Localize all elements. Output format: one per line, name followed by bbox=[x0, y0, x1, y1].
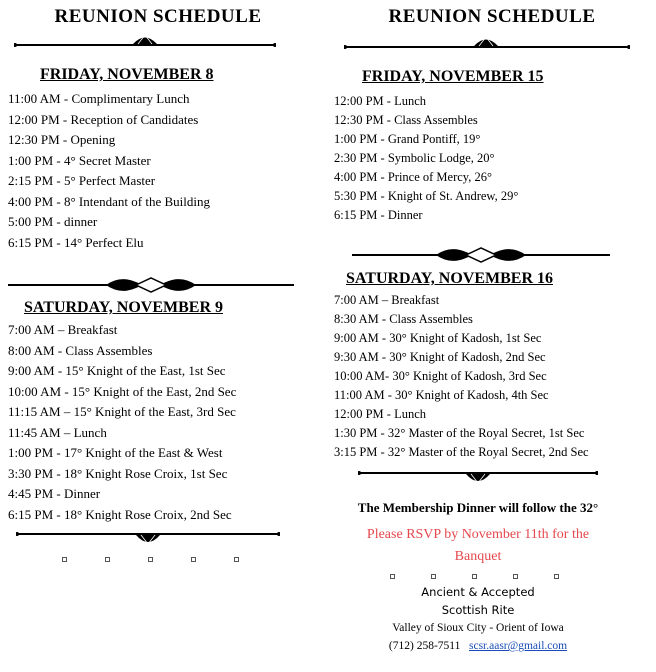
dot bbox=[390, 574, 395, 579]
fan-divider bbox=[358, 468, 656, 490]
right-column bbox=[328, 0, 656, 655]
schedule-item: 7:00 AM – Breakfast bbox=[8, 322, 118, 337]
schedule-item: 12:00 PM - Lunch bbox=[334, 94, 427, 108]
schedule-item: 4:00 PM - Prince of Mercy, 26° bbox=[334, 170, 492, 184]
schedule-item: 11:15 AM – 15° Knight of the East, 3rd Sec bbox=[8, 404, 236, 419]
schedule-item: 8:30 AM - Class Assembles bbox=[334, 312, 473, 326]
schedule-item: 11:00 AM - Complimentary Lunch bbox=[8, 91, 190, 106]
schedule-item: 12:00 PM - Lunch bbox=[334, 407, 427, 421]
dot bbox=[472, 574, 477, 579]
schedule-item: 3:30 PM - 18° Knight Rose Croix, 1st Sec bbox=[8, 465, 228, 481]
schedule-item: 8:00 AM - Class Assembles bbox=[8, 342, 153, 358]
day-heading: FRIDAY, NOVEMBER 8 bbox=[40, 66, 214, 83]
footer bbox=[328, 500, 628, 655]
dot bbox=[513, 574, 518, 579]
fan-divider bbox=[14, 32, 316, 54]
schedule-item: 5:30 PM - Knight of St. Andrew, 29° bbox=[334, 189, 519, 203]
schedule-item: 4:00 PM - 8° Intendant of the Building bbox=[8, 193, 210, 209]
schedule-list bbox=[334, 92, 656, 225]
rsvp-note: Please RSVP by November 11th for the Banquet bbox=[366, 527, 590, 564]
dot bbox=[62, 557, 67, 562]
org-name-line1: Ancient & Accepted bbox=[421, 585, 535, 599]
schedule-item: 3:15 PM - 32° Master of the Royal Secret, 2nd Sec bbox=[334, 445, 589, 459]
dot bbox=[431, 574, 436, 579]
schedule-item: 11:45 AM – Lunch bbox=[8, 424, 107, 440]
schedule-item: 1:00 PM - 17° Knight of the East & West bbox=[8, 445, 223, 460]
dot bbox=[148, 557, 153, 562]
schedule-item: 4:45 PM - Dinner bbox=[8, 486, 101, 501]
schedule-item: 6:15 PM - Dinner bbox=[334, 208, 423, 222]
scroll-divider bbox=[352, 243, 656, 267]
schedule-item: 9:00 AM - 15° Knight of the East, 1st Sec bbox=[8, 363, 226, 378]
day-heading: SATURDAY, NOVEMBER 16 bbox=[346, 270, 553, 287]
schedule-item: 11:00 AM - 30° Knight of Kadosh, 4th Sec bbox=[334, 388, 549, 402]
schedule-title: REUNION SCHEDULE bbox=[388, 6, 596, 27]
schedule-item: 12:00 PM - Reception of Candidates bbox=[8, 111, 199, 127]
left-column bbox=[0, 0, 316, 562]
schedule-item: 6:15 PM - 14° Perfect Elu bbox=[8, 234, 144, 250]
phone-number: (712) 258-7511 bbox=[388, 640, 461, 652]
schedule-item: 7:00 AM – Breakfast bbox=[334, 293, 440, 307]
dot bbox=[234, 557, 239, 562]
schedule-list bbox=[8, 320, 316, 525]
schedule-title: REUNION SCHEDULE bbox=[54, 6, 262, 27]
day-heading: FRIDAY, NOVEMBER 15 bbox=[362, 68, 544, 85]
schedule-item: 2:30 PM - Symbolic Lodge, 20° bbox=[334, 151, 495, 165]
decorative-dots bbox=[390, 574, 628, 579]
schedule-list bbox=[334, 291, 656, 462]
day-heading: SATURDAY, NOVEMBER 9 bbox=[24, 299, 223, 316]
schedule-item: 12:30 PM - Class Assembles bbox=[334, 113, 478, 127]
schedule-item: 1:00 PM - 4° Secret Master bbox=[8, 152, 151, 168]
schedule-item: 1:00 PM - Grand Pontiff, 19° bbox=[334, 132, 481, 146]
dot bbox=[191, 557, 196, 562]
schedule-item: 9:30 AM - 30° Knight of Kadosh, 2nd Sec bbox=[334, 350, 546, 364]
membership-note: The Membership Dinner will follow the 32° bbox=[357, 500, 599, 515]
schedule-item: 1:30 PM - 32° Master of the Royal Secret, 1st Sec bbox=[334, 426, 585, 440]
scroll-divider bbox=[8, 273, 316, 297]
valley-line: Valley of Sioux City - Orient of Iowa bbox=[392, 622, 564, 634]
decorative-dots bbox=[62, 557, 316, 562]
fan-divider bbox=[344, 34, 656, 56]
schedule-item: 5:00 PM - dinner bbox=[8, 214, 98, 229]
schedule-item: 2:15 PM - 5° Perfect Master bbox=[8, 173, 156, 188]
schedule-item: 10:00 AM- 30° Knight of Kadosh, 3rd Sec bbox=[334, 369, 547, 383]
email-link[interactable]: scsr.aasr@gmail.com bbox=[468, 640, 568, 652]
schedule-item: 10:00 AM - 15° Knight of the East, 2nd Sec bbox=[8, 383, 237, 399]
dot bbox=[105, 557, 110, 562]
schedule-item: 6:15 PM - 18° Knight Rose Croix, 2nd Sec bbox=[8, 506, 232, 522]
schedule-item: 12:30 PM - Opening bbox=[8, 132, 116, 147]
dot bbox=[554, 574, 559, 579]
contact-line bbox=[328, 637, 628, 655]
org-name-line2: Scottish Rite bbox=[441, 603, 515, 617]
fan-divider bbox=[16, 529, 316, 551]
schedule-list bbox=[8, 89, 316, 253]
schedule-item: 9:00 AM - 30° Knight of Kadosh, 1st Sec bbox=[334, 331, 542, 345]
